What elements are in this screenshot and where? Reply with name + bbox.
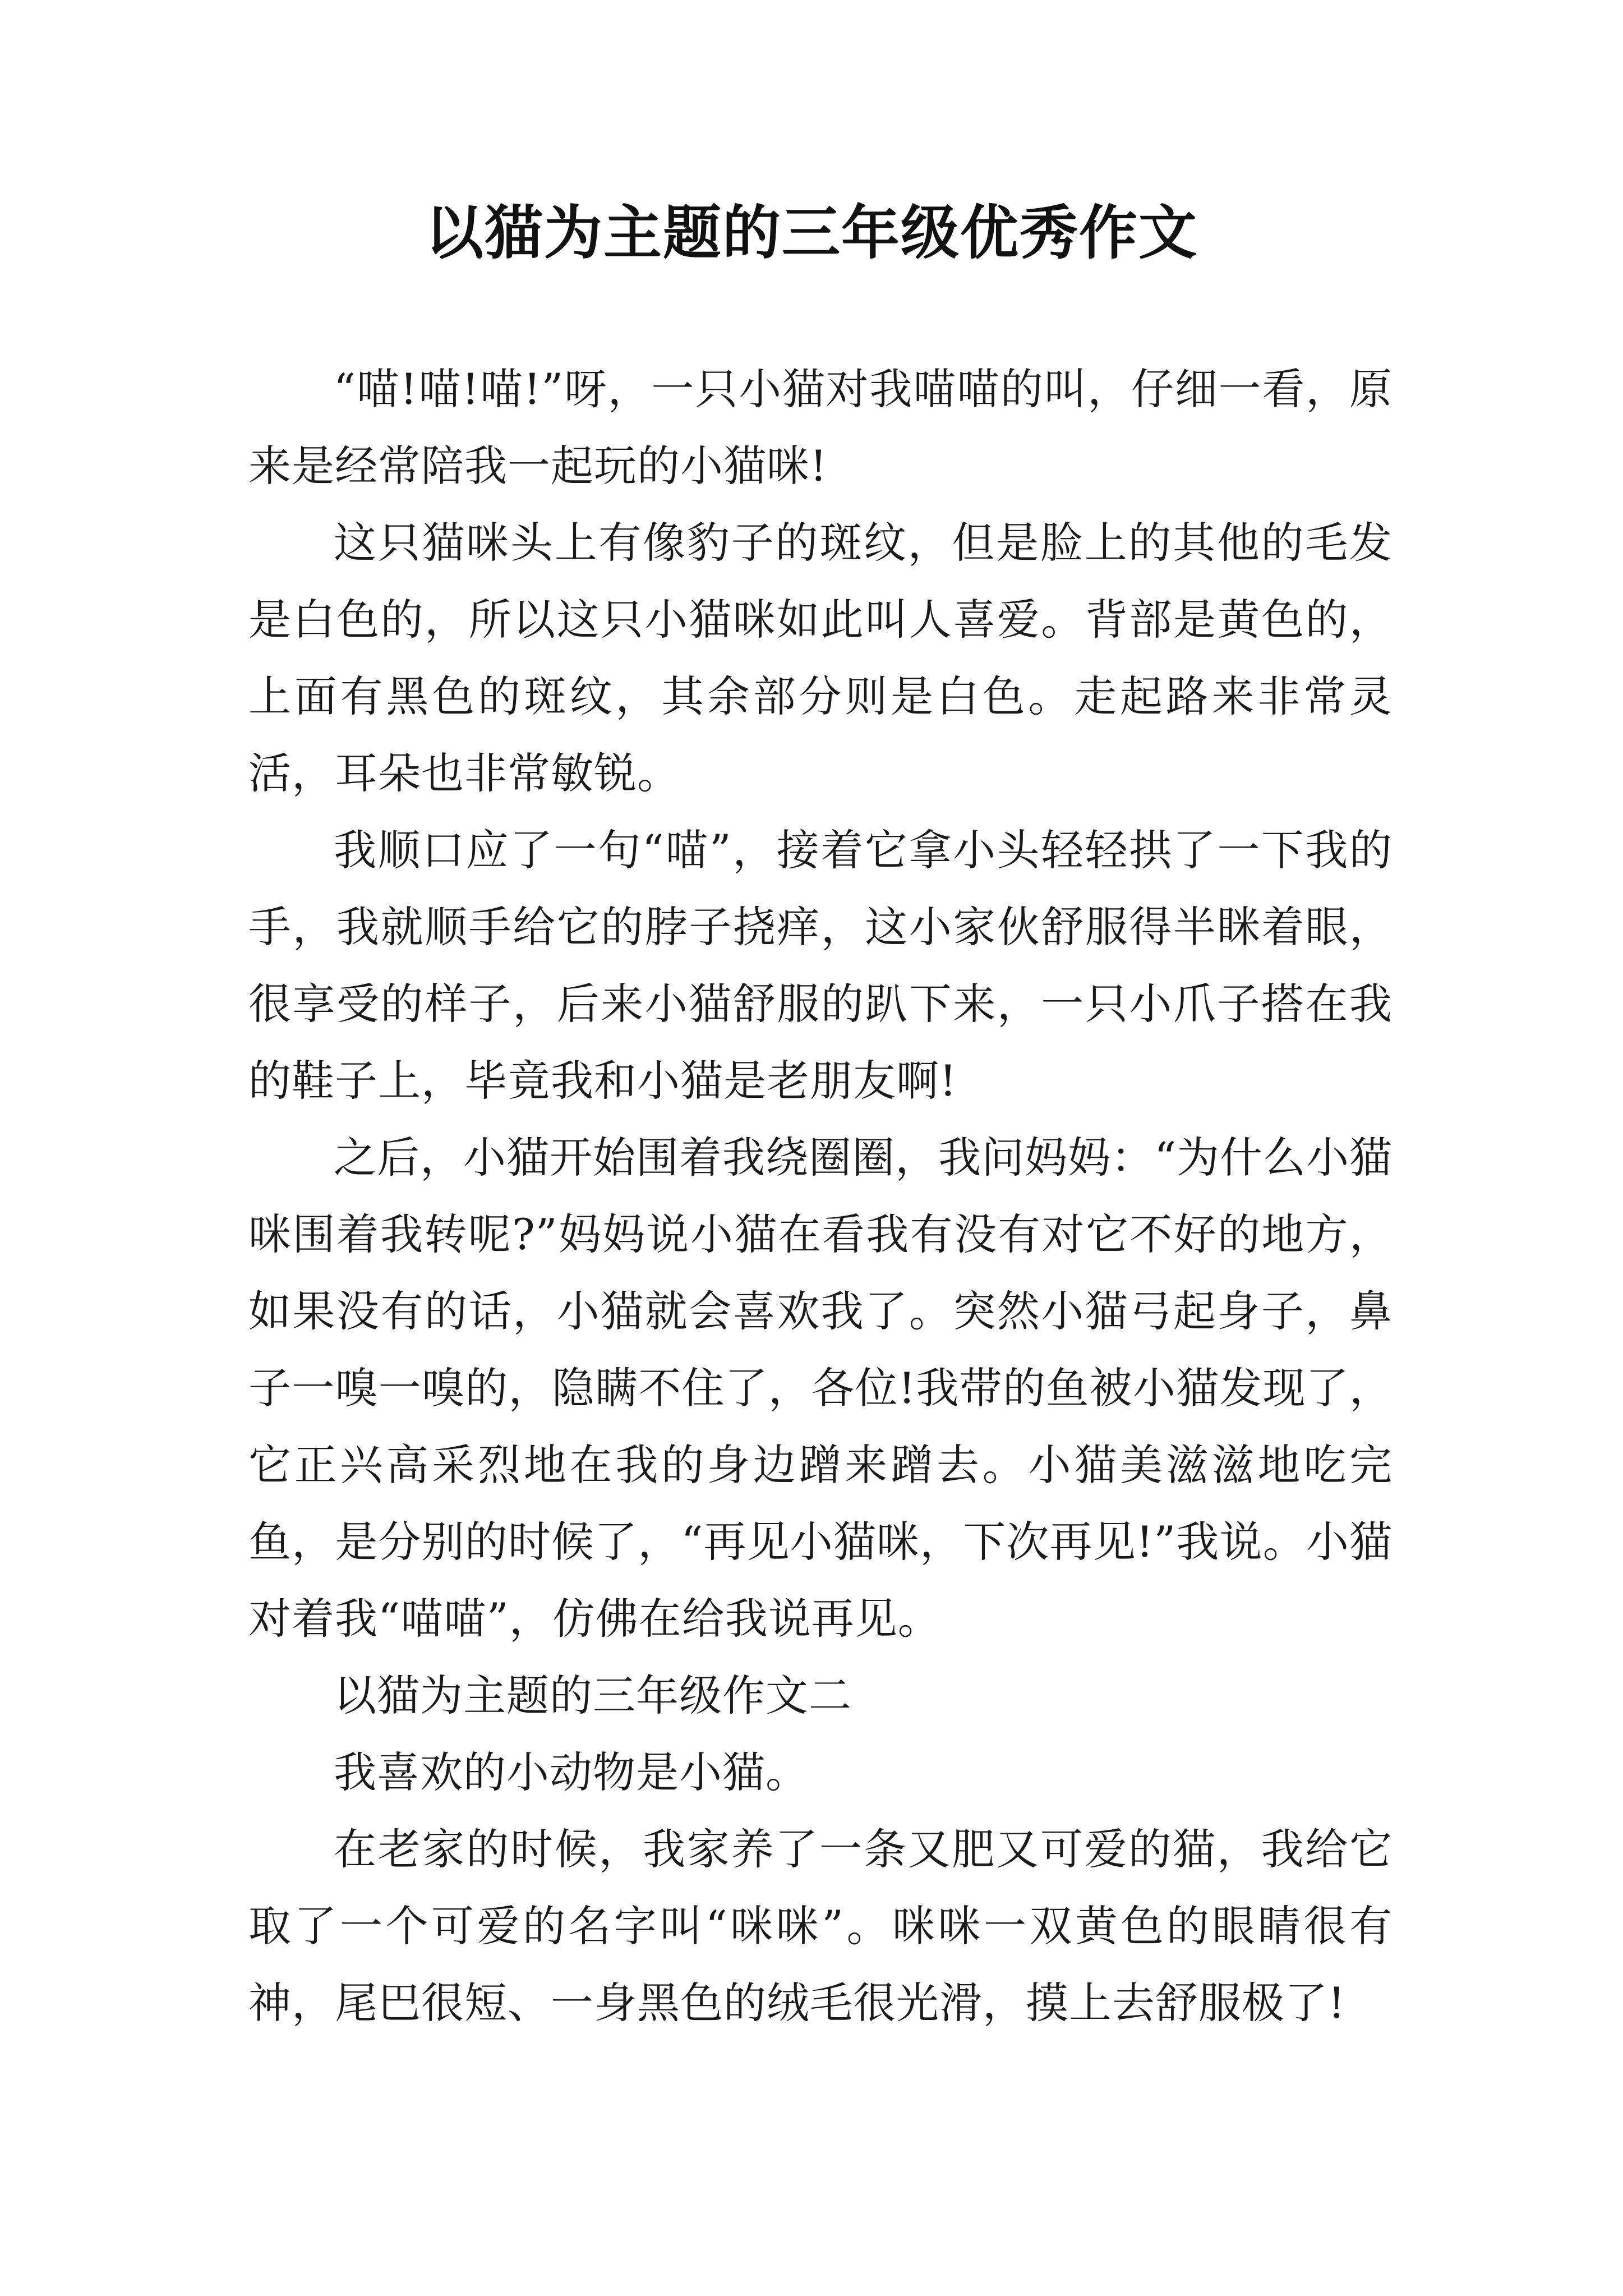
paragraph-appearance: 这只猫咪头上有像豹子的斑纹，但是脸上的其他的毛发是白色的，所以这只小猫咪如此叫人喜爱。背部是黄色的，上面有黑色的斑纹，其余部分则是白色。走起路来非常灵活，耳朵也非常敏锐。 (248, 518, 1393, 798)
document-body (248, 351, 1393, 2041)
section-heading-essay-two: 以猫为主题的三年级作文二 (334, 1671, 852, 1720)
document-title: 以猫为主题的三年级优秀作文 (425, 198, 1198, 267)
paragraph-mimi: 在老家的时候，我家养了一条又肥又可爱的猫，我给它取了一个可爱的名字叫“咪咪”。咪咪一双黄色的眼睛很有神，尾巴很短、一身黑色的绒毛很光滑，摸上去舒服极了! (248, 1824, 1393, 2028)
paragraph-favorite-animal: 我喜欢的小动物是小猫。 (334, 1747, 809, 1797)
paragraph-circling: 之后，小猫开始围着我绕圈圈，我问妈妈：“为什么小猫咪围着我转呢?”妈妈说小猫在看我有没有对它不好的地方，如果没有的话，小猫就会喜欢我了。突然小猫弓起身子，鼻子一嗅一嗅的，隐瞒不住了，各位!我带的鱼被小猫发现了，它正兴高采烈地在我的身边蹭来蹭去。小猫美滋滋地吃完鱼，是分别的时候了，“再见小猫咪，下次再见!”我说。小猫对着我“喵喵”，仿佛在给我说再见。 (248, 1133, 1393, 1644)
paragraph-interaction: 我顺口应了一句“喵”，接着它拿小头轻轻拱了一下我的手，我就顺手给它的脖子挠痒，这小家伙舒服得半眯着眼，很享受的样子，后来小猫舒服的趴下来，一只小爪子搭在我的鞋子上，毕竟我和小猫是老朋友啊! (248, 825, 1393, 1106)
paragraph-intro: “喵!喵!喵!”呀，一只小猫对我喵喵的叫，仔细一看，原来是经常陪我一起玩的小猫咪! (248, 364, 1393, 491)
